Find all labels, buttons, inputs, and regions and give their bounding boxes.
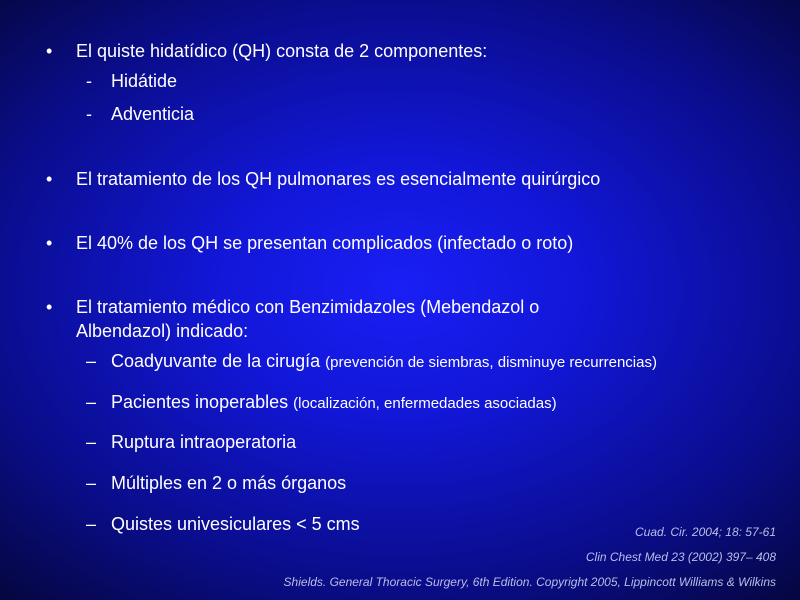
indication-dash: – xyxy=(86,432,97,452)
sub-dash: - xyxy=(86,104,92,124)
indication-dash: – xyxy=(86,351,97,371)
component-2: Adventicia xyxy=(111,104,195,124)
indication-1-detail: (prevención de siembras, disminuye recurrencias) xyxy=(325,354,657,371)
indication-4: Múltiples en 2 o más órganos xyxy=(111,473,347,493)
reference-2: Clin Chest Med 23 (2002) 397– 408 xyxy=(585,550,776,564)
sub-dash: - xyxy=(86,71,92,91)
bullet-text-4-line2: Albendazol) indicado: xyxy=(76,321,249,341)
indication-1-main: Coadyuvante de la cirugía xyxy=(111,351,321,371)
bullet-marker: • xyxy=(46,41,53,61)
bullet-text-4-line1: El tratamiento médico con Benzimidazoles (Mebendazol o xyxy=(76,297,540,317)
indication-3: Ruptura intraoperatoria xyxy=(111,432,297,452)
indication-dash: – xyxy=(86,473,97,493)
bullet-marker: • xyxy=(46,233,53,253)
reference-1: Cuad. Cir. 2004; 18: 57-61 xyxy=(635,525,776,539)
indication-2 xyxy=(111,391,557,415)
indication-2-detail: (localización, enfermedades asociadas) xyxy=(293,395,557,412)
indication-2-main: Pacientes inoperables xyxy=(111,392,289,412)
bullet-marker: • xyxy=(46,169,53,189)
bullet-text-2: El tratamiento de los QH pulmonares es esencialmente quirúrgico xyxy=(76,169,601,189)
bullet-text-1: El quiste hidatídico (QH) consta de 2 componentes: xyxy=(76,41,488,61)
indication-1 xyxy=(111,350,657,374)
indication-dash: – xyxy=(86,392,97,412)
bullet-text-3: El 40% de los QH se presentan complicados (infectado o roto) xyxy=(76,233,574,253)
indication-dash: – xyxy=(86,514,97,534)
bullet-marker: • xyxy=(46,297,53,317)
indication-5: Quistes univesiculares < 5 cms xyxy=(111,514,360,534)
reference-3: Shields. General Thoracic Surgery, 6th Edition. Copyright 2005, Lippincott Williams & Wilkins xyxy=(283,575,776,589)
component-1: Hidátide xyxy=(111,71,178,91)
